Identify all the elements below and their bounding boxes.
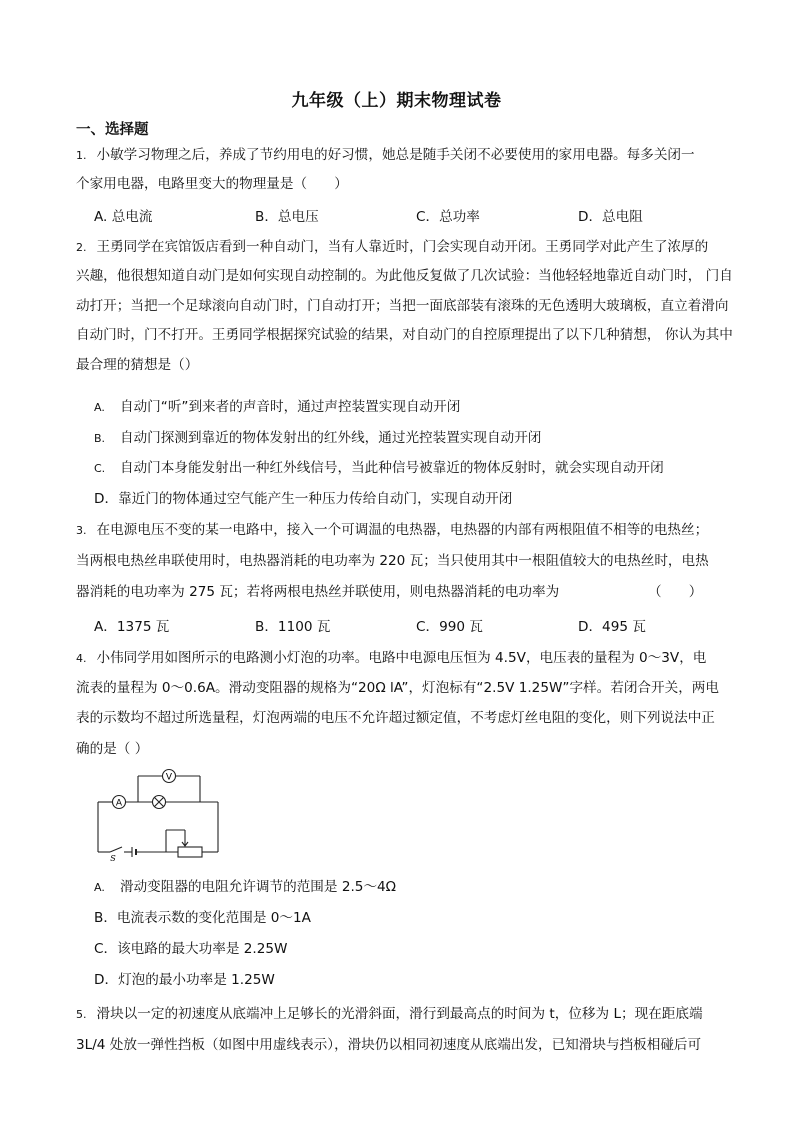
q1-number: 1. — [76, 149, 87, 162]
ammeter-label: A — [115, 798, 123, 809]
q1-option-d: D．总电阻 — [578, 209, 643, 225]
page-title: 九年级（上）期末物理试卷 — [291, 91, 502, 111]
q3-option-d: D．495 瓦 — [578, 619, 646, 635]
q1-option-b: B．总电压 — [255, 209, 319, 225]
q5-number: 5. — [76, 1008, 87, 1021]
q2-line-4: 自动门时，门不打开。王勇同学根据探究试验的结果，对自动门的自控原理提出了以下几种猜想， 你认为其中 — [76, 327, 733, 343]
q1-line-2: 个家用电器，电路里变大的物理量是（ ） — [76, 176, 348, 192]
q4-option-d: D．灯泡的最小功率是 1.25W — [94, 972, 275, 988]
q4-line-4: 确的是（ ） — [76, 741, 149, 757]
q3-option-b: B．1100 瓦 — [255, 619, 331, 635]
q4-option-c: C．该电路的最大功率是 2.25W — [94, 941, 288, 957]
q3-line-3: 器消耗的电功率为 275 瓦；若将两根电热丝并联使用，则电热器消耗的电功率为 （ ） — [76, 584, 703, 600]
q4-option-b: B．电流表示数的变化范围是 0～1A — [94, 910, 311, 926]
q3-number: 3. — [76, 524, 87, 537]
q1-option-a: A. 总电流 — [94, 209, 153, 225]
q2-line-2: 兴趣，他很想知道自动门是如何实现自动控制的。为此他反复做了几次试验：当他轻轻地靠近自动门时， 门自 — [76, 268, 733, 284]
q1-option-c: C．总功率 — [416, 209, 480, 225]
q4-option-a: A. 滑动变阻器的电阻允许调节的范围是 2.5～4Ω — [94, 879, 397, 895]
q3-line-1: 3. 在电源电压不变的某一电路中，接入一个可调温的电热器，电热器的内部有两根阻值不相等的电热丝； — [76, 522, 709, 538]
q4-number: 4. — [76, 652, 87, 665]
q2-number: 2. — [76, 241, 87, 254]
switch-label: S — [110, 854, 116, 862]
q3-option-c: C．990 瓦 — [416, 619, 483, 635]
q2-line-1: 2. 王勇同学在宾馆饭店看到一种自动门，当有人靠近时，门会实现自动开闭。王勇同学对此产生了浓厚的 — [76, 239, 709, 255]
q4-line-3: 表的示数均不超过所选量程，灯泡两端的电压不允许超过额定值，不考虑灯丝电阻的变化，则下列说法中正 — [76, 710, 715, 726]
q4-line-2: 流表的量程为 0～0.6A。滑动变阻器的规格为“20Ω lA”，灯泡标有“2.5V 1.25W”字样。若闭合开关，两电 — [76, 680, 719, 696]
q2-option-d: D．靠近门的物体通过空气能产生一种压力传给自动门，实现自动开闭 — [94, 491, 513, 507]
q5-line-2: 3L/4 处放一弹性挡板（如图中用虚线表示），滑块仍以相同初速度从底端出发，已知滑块与挡板相碰后可 — [76, 1037, 702, 1053]
circuit-diagram — [94, 768, 224, 862]
q3-option-a: A．1375 瓦 — [94, 619, 170, 635]
q2-option-b: B. 自动门探测到靠近的物体发射出的红外线，通过光控装置实现自动开闭 — [94, 430, 542, 446]
section-heading: 一、选择题 — [76, 122, 149, 138]
q2-option-c: C. 自动门本身能发射出一种红外线信号，当此种信号被靠近的物体反射时，就会实现自动开闭 — [94, 460, 664, 476]
q3-answer-bracket: （ ） — [648, 584, 703, 600]
q2-line-3: 动打开；当把一个足球滚向自动门时，门自动打开；当把一面底部装有滚珠的无色透明大玻璃板，直立着滑向 — [76, 298, 729, 314]
q2-line-5: 最合理的猜想是（） — [76, 357, 199, 373]
q3-line-2: 当两根电热丝串联使用时，电热器消耗的电功率为 220 瓦；当只使用其中一根阻值较大的电热丝时，电热 — [76, 553, 709, 569]
q1-line-1: 1. 小敏学习物理之后，养成了节约用电的好习惯，她总是随手关闭不必要使用的家用电器。每多关闭一 — [76, 147, 695, 163]
voltmeter-label: V — [165, 772, 173, 783]
q2-option-a: A. 自动门“听”到来者的声音时，通过声控装置实现自动开闭 — [94, 399, 461, 415]
q4-line-1: 4. 小伟同学用如图所示的电路测小灯泡的功率。电路中电源电压恒为 4.5V，电压表的量程为 0～3V，电 — [76, 650, 707, 666]
q5-line-1: 5. 滑块以一定的初速度从底端冲上足够长的光滑斜面，滑行到最高点的时间为 t，位移为 L；现在距底端 — [76, 1006, 703, 1022]
